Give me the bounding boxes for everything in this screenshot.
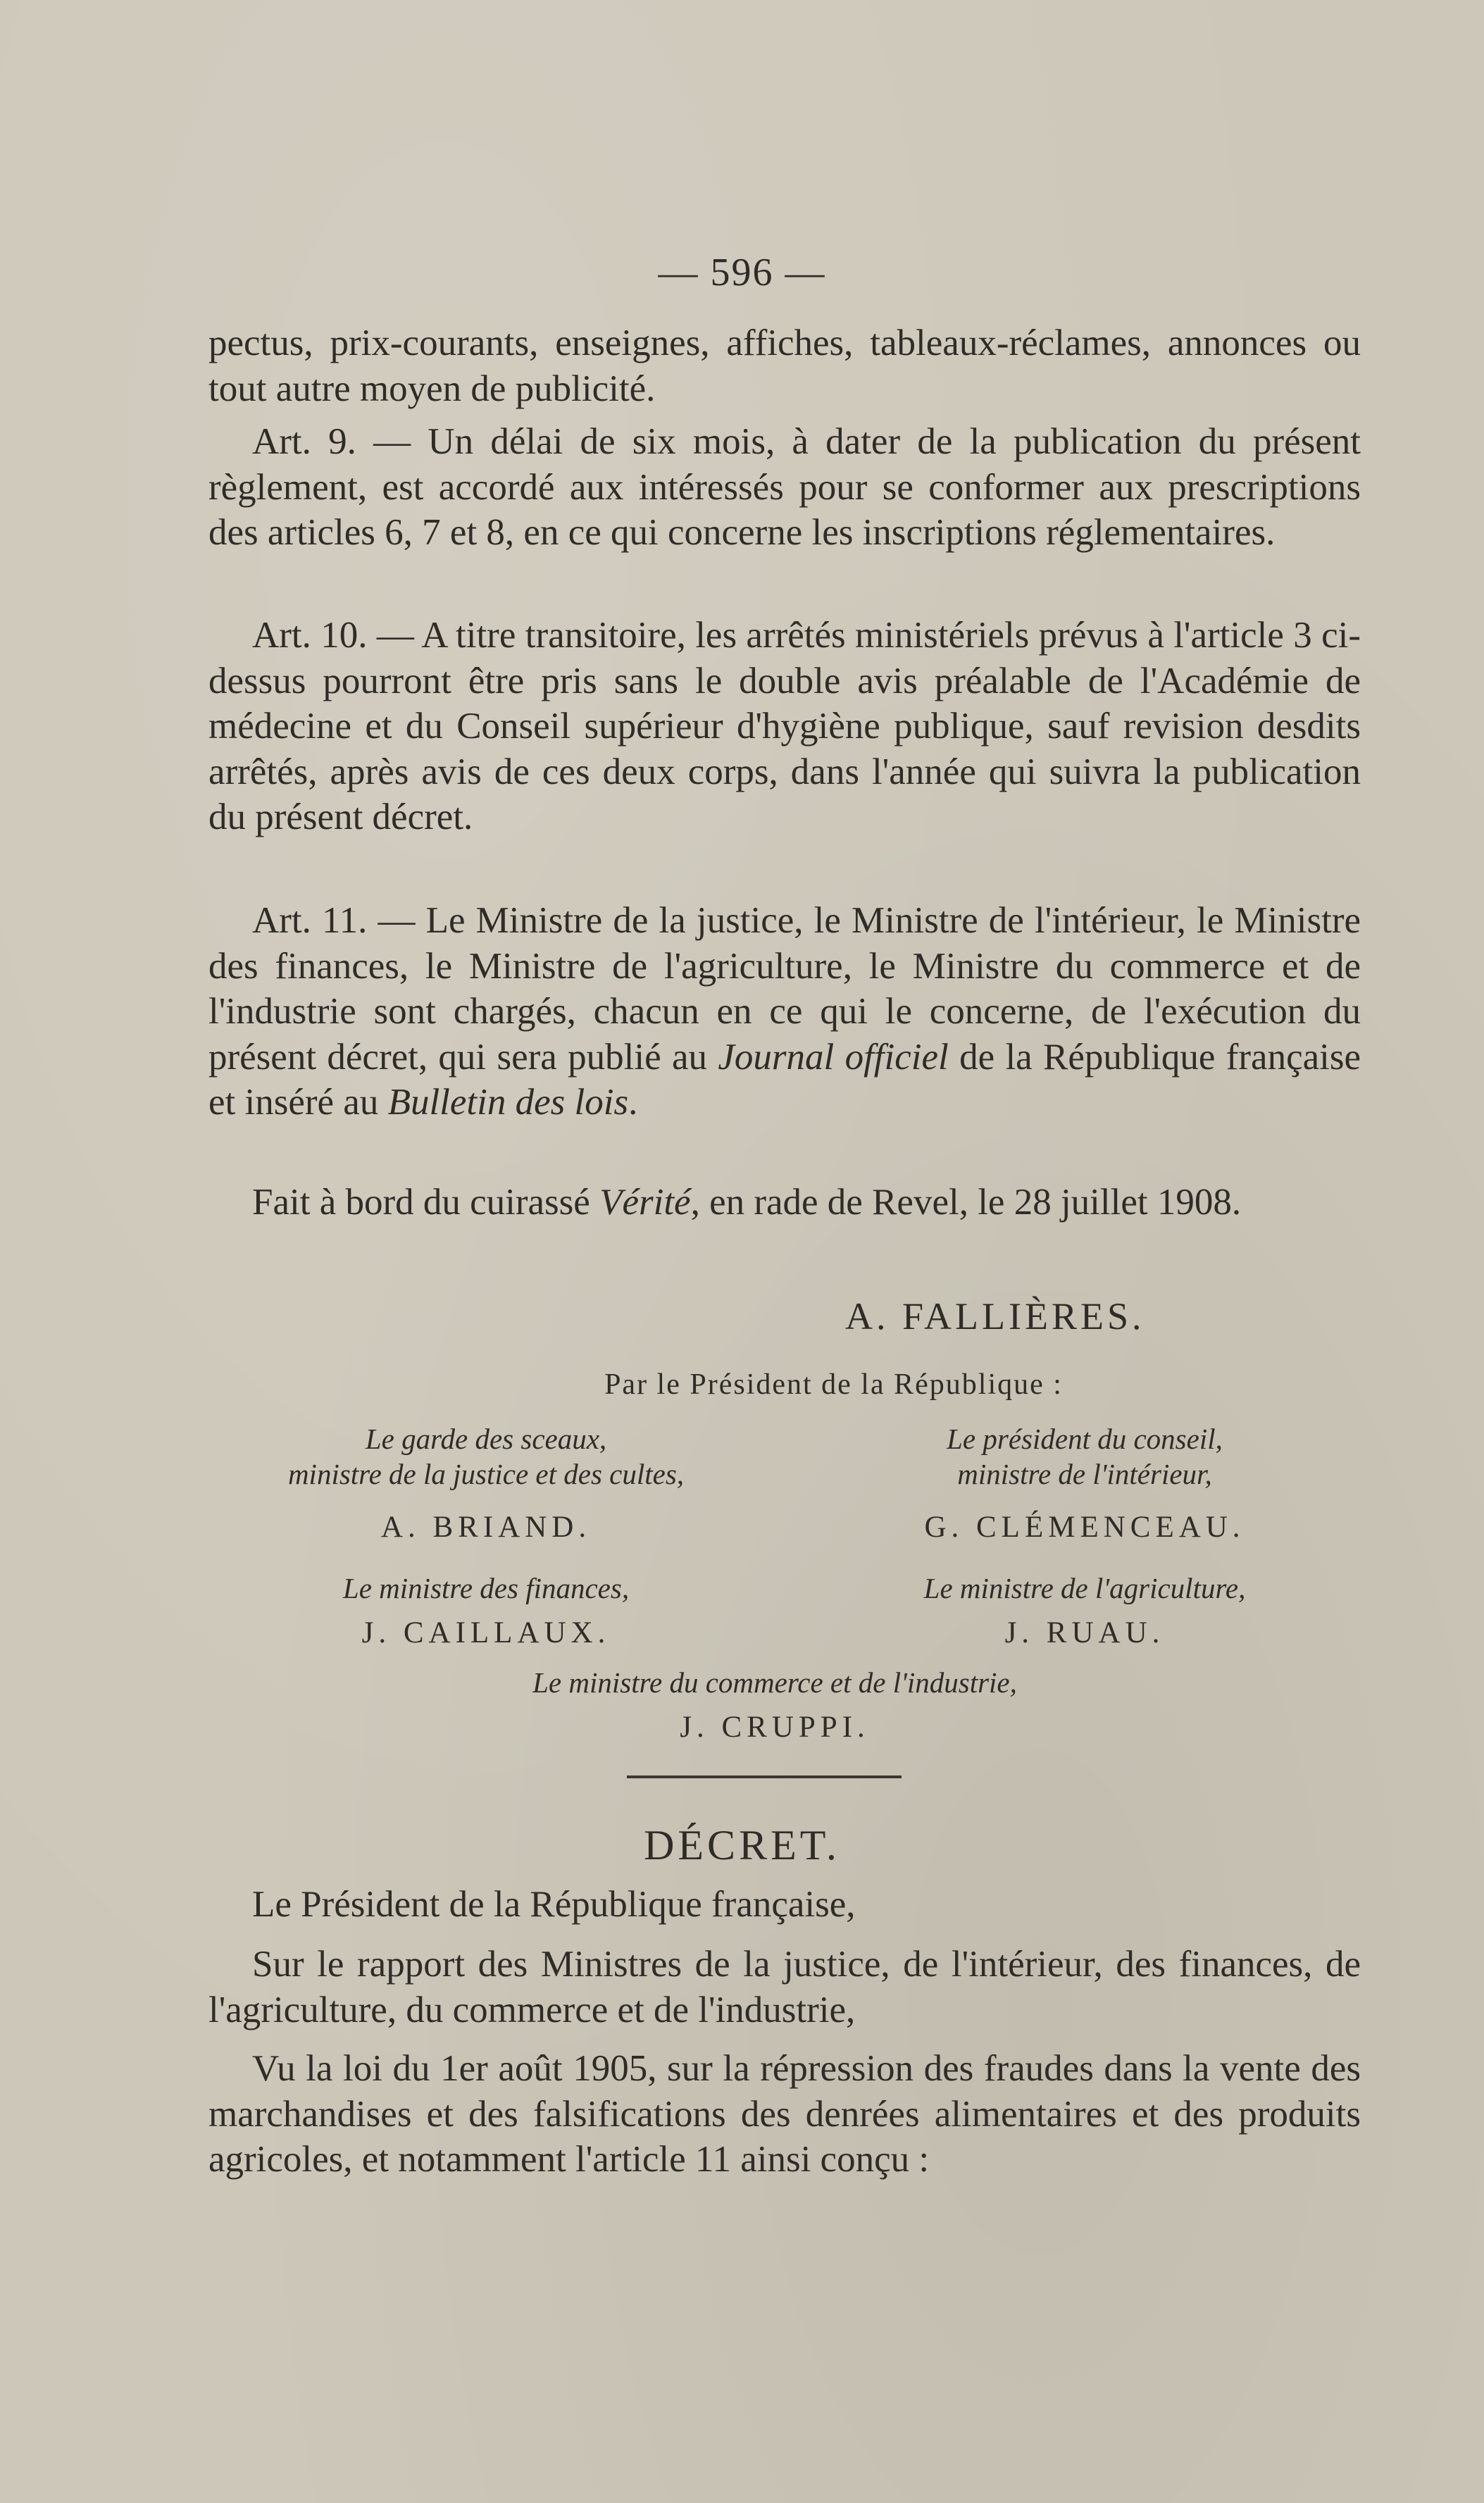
agriculture-title: Le ministre de l'agriculture, bbox=[923, 1572, 1246, 1604]
section-divider bbox=[627, 1775, 902, 1778]
paragraph-article-11 bbox=[208, 898, 1361, 1125]
cruppi-name: J. CRUPPI. bbox=[680, 1711, 870, 1744]
article-11-text-middle: de la République française et inséré au bbox=[208, 1036, 1361, 1123]
ship-name: Vérité bbox=[599, 1182, 691, 1223]
by-president-line: Par le Président de la République : bbox=[604, 1368, 1063, 1401]
paragraph-fait-a-bord bbox=[208, 1180, 1361, 1225]
paragraph-article-10: Art. 10. — A titre transitoire, les arrêtés ministériels prévus à l'article 3 ci-dessus pourront être pris sans le double avis préalable de l'Académie de médecine et du Conseil supérieur d'hygiène publique, sauf revision desdits arrêtés, après avis de ces deux corps, dans l'année qui suivra la publication du présent décret. bbox=[208, 615, 1361, 837]
journal-officiel-title: Journal officiel bbox=[718, 1036, 949, 1078]
signature-agriculture bbox=[817, 1571, 1352, 1651]
briand-name: A. BRIAND. bbox=[380, 1511, 592, 1544]
commerce-title: Le ministre du commerce et de l'industrie, bbox=[532, 1666, 1017, 1699]
justice-title-line-1: Le garde des sceaux, bbox=[365, 1423, 607, 1455]
signature-interieur bbox=[817, 1421, 1352, 1545]
clemenceau-name: G. CLÉMENCEAU. bbox=[924, 1511, 1245, 1544]
decree-paragraph-rapport: Sur le rapport des Ministres de la justice, de l'intérieur, des finances, de l'agriculture, du commerce et de l'industrie, bbox=[208, 1944, 1361, 2030]
paragraph-prospectus: pectus, prix-courants, enseignes, affiches, tableaux-réclames, annonces ou tout autre moyen de publicité. bbox=[208, 323, 1361, 409]
paragraph-article-9: Art. 9. — Un délai de six mois, à dater de la publication du présent règlement, est accordé aux intéressés pour se conformer aux prescriptions des articles 6, 7 et 8, en ce qui concerne les inscriptions réglementaires. bbox=[208, 421, 1361, 553]
signature-finances bbox=[204, 1571, 768, 1651]
ruau-name: J. RUAU. bbox=[1004, 1616, 1165, 1649]
interieur-title-line-1: Le président du conseil, bbox=[947, 1423, 1223, 1455]
fait-text-start: Fait à bord du cuirassé bbox=[252, 1182, 600, 1223]
caillaux-name: J. CAILLAUX. bbox=[361, 1616, 611, 1649]
bulletin-des-lois-title: Bulletin des lois bbox=[387, 1082, 629, 1123]
fait-text-end: , en rade de Revel, le 28 juillet 1908. bbox=[690, 1182, 1242, 1223]
signature-justice bbox=[204, 1421, 768, 1545]
decree-paragraph-president: Le Président de la République française, bbox=[252, 1884, 856, 1925]
interieur-title-line-2: ministre de l'intérieur, bbox=[957, 1458, 1212, 1490]
decree-paragraph-vu-la-loi: Vu la loi du 1er août 1905, sur la répression des fraudes dans la vente des marchandises et des falsifications des denrées alimentaires et des produits agricoles, et notamment l'article 11 ainsi conçu : bbox=[208, 2048, 1361, 2180]
president-signature: A. FALLIÈRES. bbox=[845, 1295, 1145, 1337]
finances-title: Le ministre des finances, bbox=[342, 1572, 630, 1604]
decree-heading: DÉCRET. bbox=[644, 1822, 840, 1868]
signature-commerce bbox=[282, 1665, 1268, 1745]
page-number: — 596 — bbox=[658, 251, 826, 294]
article-11-text-end: . bbox=[628, 1082, 638, 1123]
article-11-text-start: Art. 11. — Le Ministre de la justice, le Ministre de l'intérieur, le Ministre des finances, le Ministre de l'agriculture, le Ministre du commerce et de l'industrie sont chargés, chacun en ce qui le concerne, de l'exécution du présent décret, qui sera publié au bbox=[208, 900, 1361, 1078]
justice-title-line-2: ministre de la justice et des cultes, bbox=[287, 1458, 685, 1490]
